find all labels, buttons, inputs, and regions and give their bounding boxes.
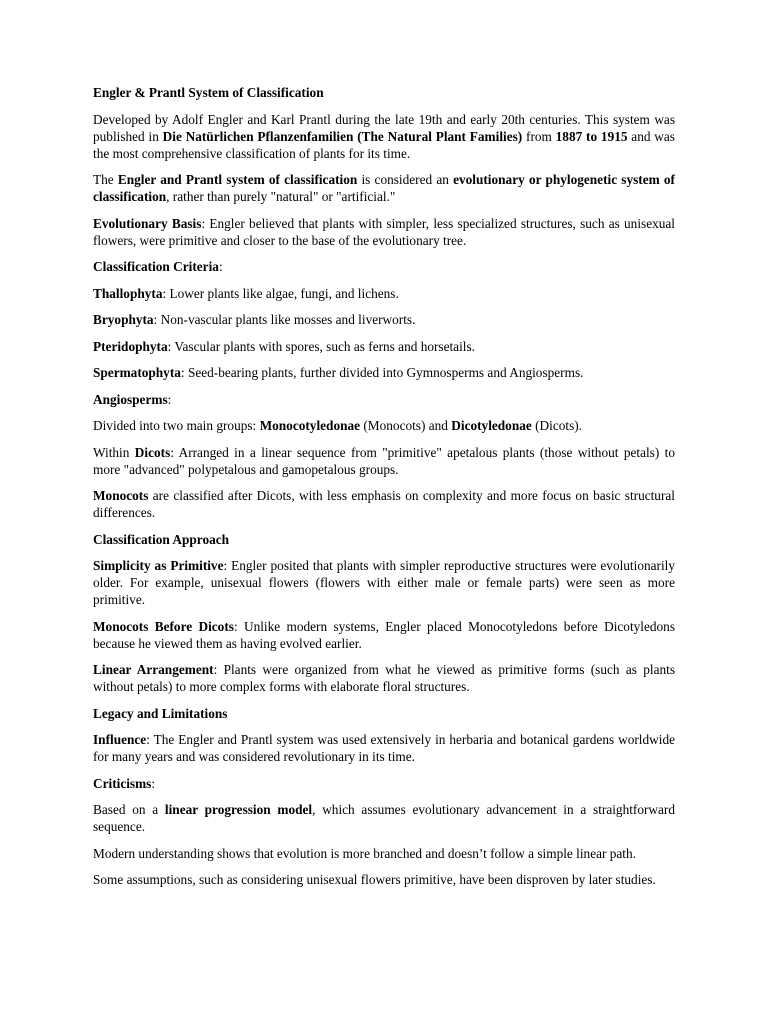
- paragraph: [93, 531, 675, 548]
- text-run: is considered an: [357, 172, 454, 187]
- paragraph: [93, 285, 675, 302]
- text-run: : Vascular plants with spores, such as ferns and horsetails.: [167, 338, 475, 354]
- bold-text: Bryophyta: [93, 312, 154, 327]
- text-run: :: [151, 775, 156, 791]
- paragraph: [93, 845, 675, 862]
- paragraph: [93, 444, 675, 478]
- bold-text: Classification Approach: [93, 531, 230, 547]
- bold-text: Pteridophyta: [93, 338, 168, 354]
- bold-text: Engler and Prantl system of classification: [117, 172, 358, 187]
- text-run: , which assumes evolutionary advancement in a straightforward sequence.: [93, 802, 675, 834]
- paragraph: [93, 311, 675, 328]
- text-run: : Plants were organized from what he viewed as primitive forms (such as plants without petals) to more complex forms with elaborate floral structures.: [93, 662, 676, 694]
- bold-text: Criticisms: [93, 775, 152, 791]
- text-run: (Dicots).: [531, 418, 583, 433]
- paragraph: [93, 705, 675, 722]
- text-run: are classified after Dicots, with less emphasis on complexity and more focus on basic structural differences.: [93, 488, 675, 520]
- text-run: : Seed-bearing plants, further divided into Gymnosperms and Angiosperms.: [180, 365, 584, 380]
- text-run: :: [167, 391, 172, 407]
- text-run: Some assumptions, such as considering unisexual flowers primitive, have been disproven by later studies.: [93, 872, 656, 887]
- text-run: : The Engler and Prantl system was used extensively in herbaria and botanical gardens worldwide for many years and was considered revolutionary in its time.: [93, 732, 675, 764]
- paragraph: [93, 775, 675, 792]
- paragraph: [93, 661, 675, 695]
- text-run: and was the most comprehensive classification of plants for its time.: [93, 128, 675, 161]
- bold-text: Influence: [93, 732, 147, 747]
- text-run: Based on a: [93, 802, 165, 817]
- paragraph: [93, 417, 675, 434]
- paragraph: [93, 801, 675, 835]
- paragraph: [93, 391, 675, 408]
- bold-text: Linear Arrangement: [93, 662, 214, 677]
- text-run: Within: [93, 444, 135, 460]
- bold-text: Spermatophyta: [93, 365, 181, 380]
- text-run: : Arranged in a linear sequence from "primitive" apetalous plants (those without petals) to more "advanced" polypetalous and gamopetalous groups.: [93, 444, 675, 477]
- bold-text: Angiosperms: [93, 391, 168, 407]
- text-run: , rather than purely "natural" or "artificial.": [166, 189, 396, 204]
- text-run: : Non-vascular plants like mosses and liverworts.: [153, 312, 416, 327]
- text-run: Developed by Adolf Engler and Karl Prantl during the late 19th and early 20th centuries. This system was published in: [93, 111, 675, 144]
- bold-text: Thallophyta: [93, 285, 163, 301]
- text-run: : Engler believed that plants with simpler, less specialized structures, such as unisexual flowers, were primitive and closer to the base of the evolutionary tree.: [93, 215, 675, 248]
- text-run: : Lower plants like algae, fungi, and lichens.: [162, 285, 399, 301]
- bold-text: Dicots: [134, 444, 171, 460]
- bold-text: Classification Criteria: [93, 259, 219, 274]
- paragraph: [93, 557, 675, 608]
- text-run: from: [522, 128, 556, 144]
- paragraph: [93, 111, 675, 162]
- document-title: [93, 84, 675, 101]
- bold-text: Monocots Before Dicots: [93, 618, 234, 634]
- paragraph: [93, 871, 675, 888]
- paragraph: [93, 215, 675, 249]
- text-run: :: [218, 259, 223, 274]
- text-run: The: [93, 172, 118, 187]
- paragraph: [93, 618, 675, 652]
- text-run: : Engler posited that plants with simpler reproductive structures were evolutionarily older. For example, unisexual flowers (flowers with either male or female parts) were seen as more primitive.: [93, 558, 675, 607]
- bold-text: 1887 to 1915: [555, 128, 628, 144]
- bold-text: linear progression model: [164, 802, 313, 817]
- paragraph: [93, 731, 675, 765]
- paragraph: [93, 364, 675, 381]
- bold-text: Die Natürlichen Pflanzenfamilien (The Natural Plant Families): [162, 128, 523, 144]
- text-run: (Monocots) and: [360, 418, 452, 433]
- bold-text: Evolutionary Basis: [93, 215, 202, 231]
- bold-text: Legacy and Limitations: [93, 705, 228, 721]
- paragraph: [93, 258, 675, 275]
- bold-text: evolutionary or phylogenetic system of classification: [93, 172, 675, 204]
- paragraph: [93, 171, 675, 205]
- bold-text: Monocotyledonae: [259, 418, 361, 433]
- paragraph: [93, 338, 675, 355]
- bold-text: Dicotyledonae: [451, 418, 532, 433]
- paragraph: [93, 487, 675, 521]
- bold-text: Monocots: [93, 488, 149, 503]
- document-title-text: Engler & Prantl System of Classification: [93, 85, 324, 100]
- text-run: : Unlike modern systems, Engler placed Monocotyledons before Dicotyledons because he viewed them as having evolved earlier.: [93, 618, 676, 651]
- document-body: [93, 111, 675, 889]
- text-run: Divided into two main groups:: [93, 418, 260, 433]
- bold-text: Simplicity as Primitive: [93, 558, 224, 573]
- document-page: [93, 84, 675, 898]
- text-run: Modern understanding shows that evolution is more branched and doesn’t follow a simple linear path.: [93, 845, 636, 861]
